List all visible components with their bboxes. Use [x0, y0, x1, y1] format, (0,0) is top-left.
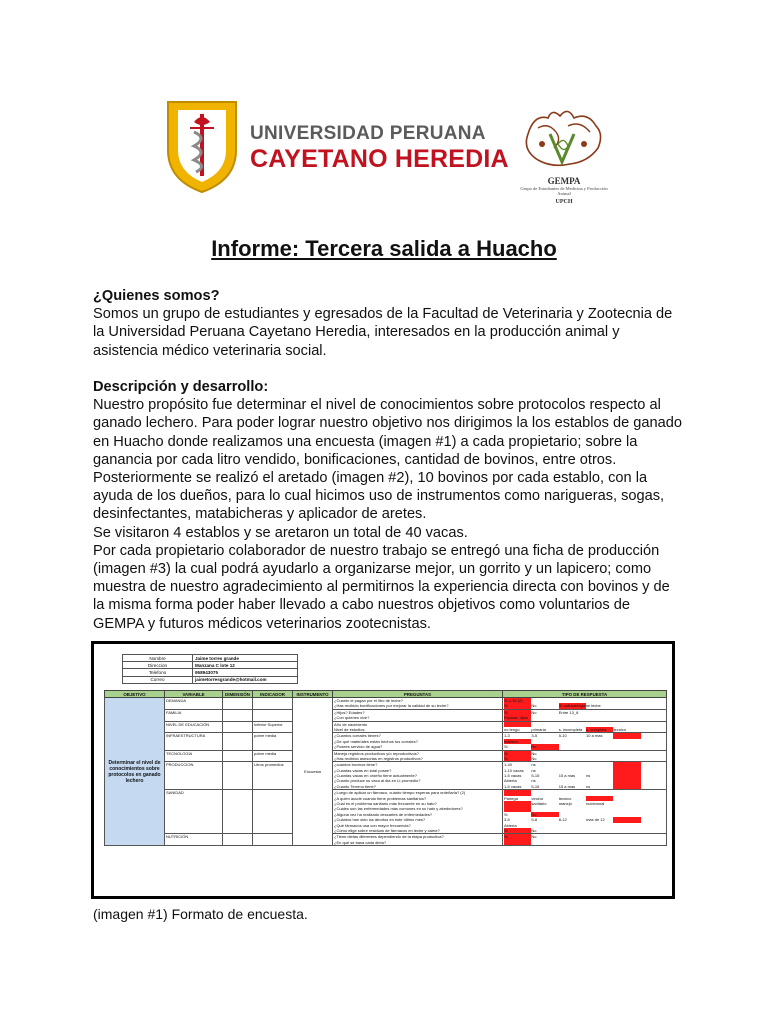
- answer-option: Si: [504, 834, 531, 839]
- answer-option: Si: [504, 828, 531, 833]
- answer-option: 3-5: [504, 817, 510, 823]
- answer-option: s. incompleta: [558, 726, 583, 732]
- info-key: Direccion: [123, 662, 193, 669]
- answer-option: manejo: [558, 801, 572, 807]
- answer-option: 1-5 vacas: [504, 773, 522, 779]
- image-caption: (imagen #1) Formato de encuesta.: [93, 906, 308, 922]
- answer-option: 15 a mas: [558, 773, 576, 779]
- paragraph: Se visitaron 4 establos y se aretaron un total de 40 vacas.: [93, 524, 468, 541]
- column-header: INSTRUMENTO: [293, 691, 333, 698]
- answer-option: [613, 817, 640, 822]
- answer-option: No: [531, 827, 537, 833]
- answers-cell: [503, 698, 667, 710]
- dimension-cell: [223, 698, 253, 710]
- answer-option: tecnico: [558, 795, 572, 801]
- dimension-cell: [223, 721, 253, 733]
- column-header: PREGUNTAS: [333, 691, 503, 698]
- questions-cell: [333, 834, 503, 846]
- answer-option: [504, 840, 531, 845]
- answer-option: No: [531, 709, 537, 715]
- answer-option: no tengo: [504, 726, 520, 732]
- answers-cell: [503, 733, 667, 750]
- answer-option: 1-40: [504, 762, 513, 768]
- answer-option: No: [531, 755, 537, 761]
- variable-cell: INFRAESTRUCTURA: [165, 733, 223, 750]
- survey-row: [105, 733, 667, 750]
- answer-option: Abierta: [504, 778, 517, 784]
- questions-cell: [333, 709, 503, 721]
- indicator-cell: Inferior Superior: [253, 721, 293, 733]
- question: ¿Qué fármacos usa con mayor frecuencia?: [334, 822, 411, 828]
- question: ¿Cuanto Terreno tiene?: [334, 783, 376, 789]
- column-header: VARIABLE: [165, 691, 223, 698]
- answer-option: 8-12: [558, 817, 567, 823]
- section-heading: ¿Quienes somos?: [93, 288, 220, 304]
- variable-cell: FAMILIA: [165, 709, 223, 721]
- answer-option: s. completa: [586, 727, 613, 732]
- answer-option: nutricional: [586, 801, 605, 807]
- survey-image: [91, 641, 675, 899]
- indicator-cell: [253, 790, 293, 834]
- survey-row: [105, 834, 667, 846]
- answer-line: [504, 840, 665, 845]
- question: ¿Cuantas vacas en ordeño tiene actualmente?: [334, 773, 417, 779]
- answer-line: [504, 784, 665, 789]
- answer-option: S/.1.30 (2): [504, 698, 531, 703]
- question: ¿Has recibido bonificaciones por mejorar la calidad de su leche?: [334, 703, 449, 709]
- paragraph: Nuestro propósito fue determinar el nivel de conocimientos sobre protocolos respecto al ganado lechero. Para poder lograr nuestro objetivo nos dirigimos la los establos de ganado en Huacho donde realizamos una encuesta (imagen #1) a cada propietario; sobre la ganancia por cada litro vendido, bonificaciones, cantidad de bovinos, entre otros.: [93, 397, 682, 468]
- question: ¿A quién acude cuando tiene problemas sanitarios?: [334, 795, 427, 801]
- instrument-cell: Encuesta: [293, 698, 333, 846]
- answer-option: 5-15: [531, 783, 540, 789]
- question: ¿Cuanto produce su vaca al dia en Lt promedio?: [334, 778, 421, 784]
- info-value: Manzana C lote 12: [193, 662, 298, 669]
- paragraph: Por cada propietario colaborador de nuestro trabajo se entregó una ficha de producción (imagen #3) la cual podrá ayudarlo a organizarse mejor, un gorrito y un lapicero; como muestra de nuestro agradecimiento al permitirnos la experiencia directa con bovinos y de la misma forma poder haber llevado a cabo nuestros objetivos como voluntarios de GEMPA y futuros médicos veterinarios zootecnistas.: [93, 542, 670, 632]
- question: ¿En qué se basa cada dieta?: [334, 839, 387, 845]
- answer-option: Pariega: [504, 795, 518, 801]
- answer-option: Si: [504, 811, 508, 817]
- answer-option: Si: [504, 710, 531, 715]
- survey-table: [104, 690, 667, 846]
- question: ¿cuantos bovinos tiene?: [334, 762, 378, 768]
- question: Maneja registros productivos y/o reproductivos?: [334, 750, 419, 756]
- variable-cell: NIVEL DE EDUCACIÓN: [165, 721, 223, 733]
- question: ¿Cuantos corrales tienes?: [334, 733, 381, 739]
- answer-option: 1-3: [504, 733, 510, 739]
- survey-info-table: [122, 654, 298, 684]
- answer-option: Entre 13_8: [558, 709, 579, 715]
- gempa-upch: UPCH: [555, 199, 573, 205]
- answer-option: Si calidad/higiene leche: [558, 703, 601, 709]
- answer-option: [613, 784, 640, 789]
- university-name: [250, 124, 509, 172]
- answer-option: Si: [504, 756, 531, 761]
- answer-option: primaria: [531, 726, 546, 732]
- variable-cell: TECNOLOGIA: [165, 750, 223, 762]
- answer-line: [504, 828, 665, 833]
- survey-body: [105, 698, 667, 846]
- section-who-we-are: [93, 287, 683, 360]
- section-description: [93, 378, 683, 633]
- paragraph: Posteriormente se realizó el aretado (imagen #2), 10 bovinos por cada establo, con la ayuda de los dueños, para lo cual hicimos uso de instrumentos como narigueras, sogas, desinfectantes, matabicheras y aplicador de aretes.: [93, 470, 665, 523]
- indicator-cell: pobre media: [253, 733, 293, 750]
- info-value: Jaime torres grande: [193, 655, 298, 662]
- answer-option: No: [531, 834, 537, 840]
- answer-option: ns: [531, 767, 536, 773]
- variable-cell: PRODUCCION: [165, 762, 223, 790]
- answers-cell: [503, 834, 667, 846]
- answer-option: ns: [586, 783, 591, 789]
- question: ¿Posees servicio de agua?: [334, 744, 383, 750]
- dimension-cell: [223, 750, 253, 762]
- answer-option: Esposa, hijos: [504, 715, 531, 720]
- info-key: Correo: [123, 676, 193, 683]
- column-header: TIPO DE RESPUESTA: [503, 691, 667, 698]
- question: ¿Cuáles son las enfermedades más comunes en su hato y alrededores?: [334, 806, 463, 812]
- answers-cell: [503, 750, 667, 762]
- info-value: 958943075: [193, 669, 298, 676]
- question: ¿Cómo elige sobre residuos de fármacos en leche y carne?: [334, 827, 440, 833]
- answer-option: ns: [586, 773, 591, 779]
- survey-row: [105, 762, 667, 790]
- gempa-subtitle: Grupo de Estudiantes de Medicina y Producción Animal: [520, 186, 608, 196]
- dimension-cell: [223, 834, 253, 846]
- paragraph: Somos un grupo de estudiantes y egresados de la Facultad de Veterinaria y Zootecnia de la Universidad Peruana Cayetano Heredia, interesados en la producción animal y asistencia médico veterinaria social.: [93, 306, 673, 359]
- answer-line: [504, 703, 665, 708]
- variable-cell: NUTRICIÓN: [165, 834, 223, 846]
- survey-row: [105, 790, 667, 834]
- dimension-cell: [223, 733, 253, 750]
- survey-header-row: [105, 691, 667, 698]
- answer-option: No: [531, 750, 537, 756]
- question: ¿De qué materiales están hechos tus corrales?: [334, 738, 418, 744]
- answer-option: 1-5 vacas: [504, 783, 522, 789]
- indicator-cell: [253, 834, 293, 846]
- answer-option: 1-10 vacas: [504, 767, 524, 773]
- answers-cell: [503, 709, 667, 721]
- dimension-cell: [223, 709, 253, 721]
- survey-row: [105, 709, 667, 721]
- dimension-cell: [223, 790, 253, 834]
- questions-cell: [333, 790, 503, 834]
- answer-option: ns: [531, 778, 536, 784]
- question: ¿Alguna vez ha realizado descartes de enfermedades?: [334, 811, 433, 817]
- indicator-cell: [253, 709, 293, 721]
- survey-row: [105, 698, 667, 710]
- answer-line: [504, 756, 665, 761]
- answer-option: [613, 733, 640, 738]
- answer-option: 15 a mas: [558, 783, 576, 789]
- questions-cell: [333, 733, 503, 750]
- answer-option: 10 a mas: [586, 733, 603, 739]
- answer-option: Si: [504, 744, 508, 750]
- answer-option: 5-10: [558, 733, 567, 739]
- question: ¿Cuanto le pagan por el litro de leche?: [334, 698, 403, 703]
- indicator-cell: [253, 698, 293, 710]
- question: ¿Luego de aplicar un fármaco, cuánto tiempo esperas para ordeñarla? (2): [334, 790, 466, 796]
- survey-row: [105, 750, 667, 762]
- survey-row: [105, 721, 667, 733]
- questions-cell: [333, 698, 503, 710]
- variable-cell: SANIDAD: [165, 790, 223, 834]
- answer-option: 5-8: [531, 817, 538, 823]
- upch-seal-logo: [164, 98, 240, 194]
- answer-option: tecnico: [613, 726, 627, 732]
- answers-cell: [503, 762, 667, 790]
- gempa-name: GEMPA: [547, 176, 581, 186]
- questions-cell: [333, 721, 503, 733]
- answers-cell: [503, 790, 667, 834]
- column-header: OBJETIVO: [105, 691, 165, 698]
- objective-cell: Determinar el nivel de conocimientos sobre protocolos en ganado lechero: [105, 698, 165, 846]
- university-name-line1: UNIVERSIDAD PERUANA: [250, 123, 486, 144]
- question: ¿Cual es el problema sanitario más frecuente en su hato?: [334, 801, 437, 807]
- section-heading: Descripción y desarrollo:: [93, 379, 269, 395]
- answer-option: 3-5: [531, 733, 538, 739]
- answer-option: 5-15: [531, 773, 540, 779]
- info-key: Nombre: [123, 655, 193, 662]
- column-header: DIMENSIÓN: [223, 691, 253, 698]
- question: Nivel de estudios: [334, 726, 365, 732]
- answer-line: [504, 727, 665, 732]
- page-title: Informe: Tercera salida a Huacho: [211, 236, 557, 261]
- answer-option: sanitario: [531, 801, 547, 807]
- variable-cell: DEMANDA: [165, 698, 223, 710]
- answer-option: Si: [504, 703, 531, 708]
- questions-cell: [333, 762, 503, 790]
- university-name-line2: CAYETANO HEREDIA: [250, 145, 509, 173]
- answer-option: Abierta: [504, 822, 517, 828]
- answers-cell: [503, 721, 667, 733]
- question: ¿Has recibido asesorias en registros productivos?: [334, 755, 423, 761]
- answer-option: vecino: [531, 795, 543, 801]
- dimension-cell: [223, 762, 253, 790]
- indicator-cell: pobre media: [253, 750, 293, 762]
- info-key: Telefono: [123, 669, 193, 676]
- answer-option: No: [531, 744, 558, 749]
- question: ¿Tiene dietas diferentes dependiendo de la etapa productiva?: [334, 834, 444, 840]
- question: ¿Con quienes vive?: [334, 715, 370, 721]
- answer-option: No: [531, 703, 537, 709]
- answer-option: No: [531, 812, 558, 817]
- question: ¿Cuántos han sido los abortos en este último mes?: [334, 817, 426, 823]
- answer-line: [504, 744, 665, 749]
- answer-line: [504, 715, 665, 720]
- question: Año de nacimiento: [334, 721, 368, 727]
- answer-option: ns: [531, 762, 536, 768]
- indicator-cell: Litros promedios: [253, 762, 293, 790]
- column-header: INDICADOR: [253, 691, 293, 698]
- info-value: jaimetorresgrande@hotmail.com: [193, 676, 298, 683]
- questions-cell: [333, 750, 503, 762]
- question: ¿Hijos? Edades?: [334, 709, 365, 715]
- answer-option: Si: [504, 751, 531, 756]
- answer-option: más de 12: [586, 817, 605, 823]
- question: ¿Cuantas vacas en total posee?: [334, 767, 392, 773]
- answer-option: madera: [504, 739, 531, 744]
